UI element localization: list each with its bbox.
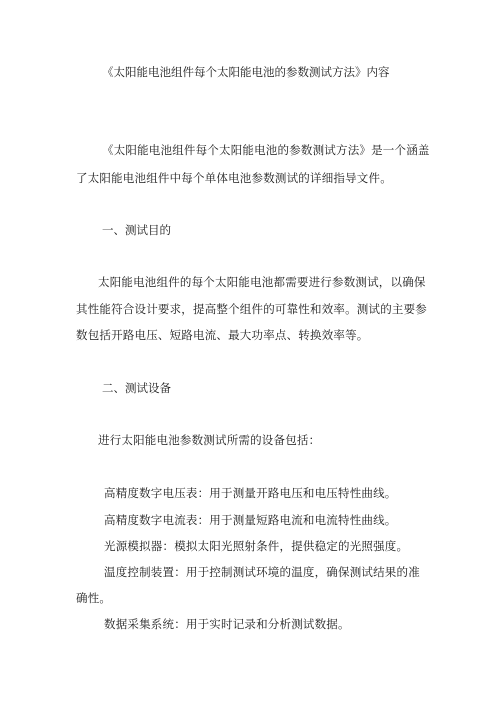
intro-line-1: 《太阳能电池组件每个太阳能电池的参数测试方法》是一个涵盖 bbox=[102, 143, 430, 157]
section-2-intro: 进行太阳能电池参数测试所需的设备包括： bbox=[98, 433, 321, 447]
document-title: 《太阳能电池组件每个太阳能电池的参数测试方法》内容 bbox=[102, 65, 390, 79]
equipment-item-temperature-control: 温度控制装置：用于控制测试环境的温度，确保测试结果的准 bbox=[104, 565, 420, 579]
section-1-line-3: 数包括开路电压、短路电流、最大功率点、转换效率等。 bbox=[76, 328, 369, 342]
section-1-line-2: 其性能符合设计要求，提高整个组件的可靠性和效率。测试的主要参 bbox=[76, 302, 427, 316]
equipment-item-voltmeter: 高精度数字电压表：用于测量开路电压和电压特性曲线。 bbox=[104, 486, 397, 500]
section-1-heading: 一、测试目的 bbox=[102, 223, 171, 237]
section-2-heading: 二、测试设备 bbox=[102, 381, 171, 395]
equipment-item-ammeter: 高精度数字电流表：用于测量短路电流和电流特性曲线。 bbox=[104, 513, 397, 527]
equipment-item-light-simulator: 光源模拟器：模拟太阳光照射条件，提供稳定的光照强度。 bbox=[104, 539, 409, 553]
equipment-item-temperature-control-cont: 确性。 bbox=[76, 591, 112, 605]
intro-line-2: 了太阳能电池组件中每个单体电池参数测试的详细指导文件。 bbox=[76, 171, 392, 185]
equipment-item-data-acquisition: 数据采集系统：用于实时记录和分析测试数据。 bbox=[104, 617, 350, 631]
section-1-line-1: 太阳能电池组件的每个太阳能电池都需要进行参数测试，以确保 bbox=[98, 275, 426, 289]
